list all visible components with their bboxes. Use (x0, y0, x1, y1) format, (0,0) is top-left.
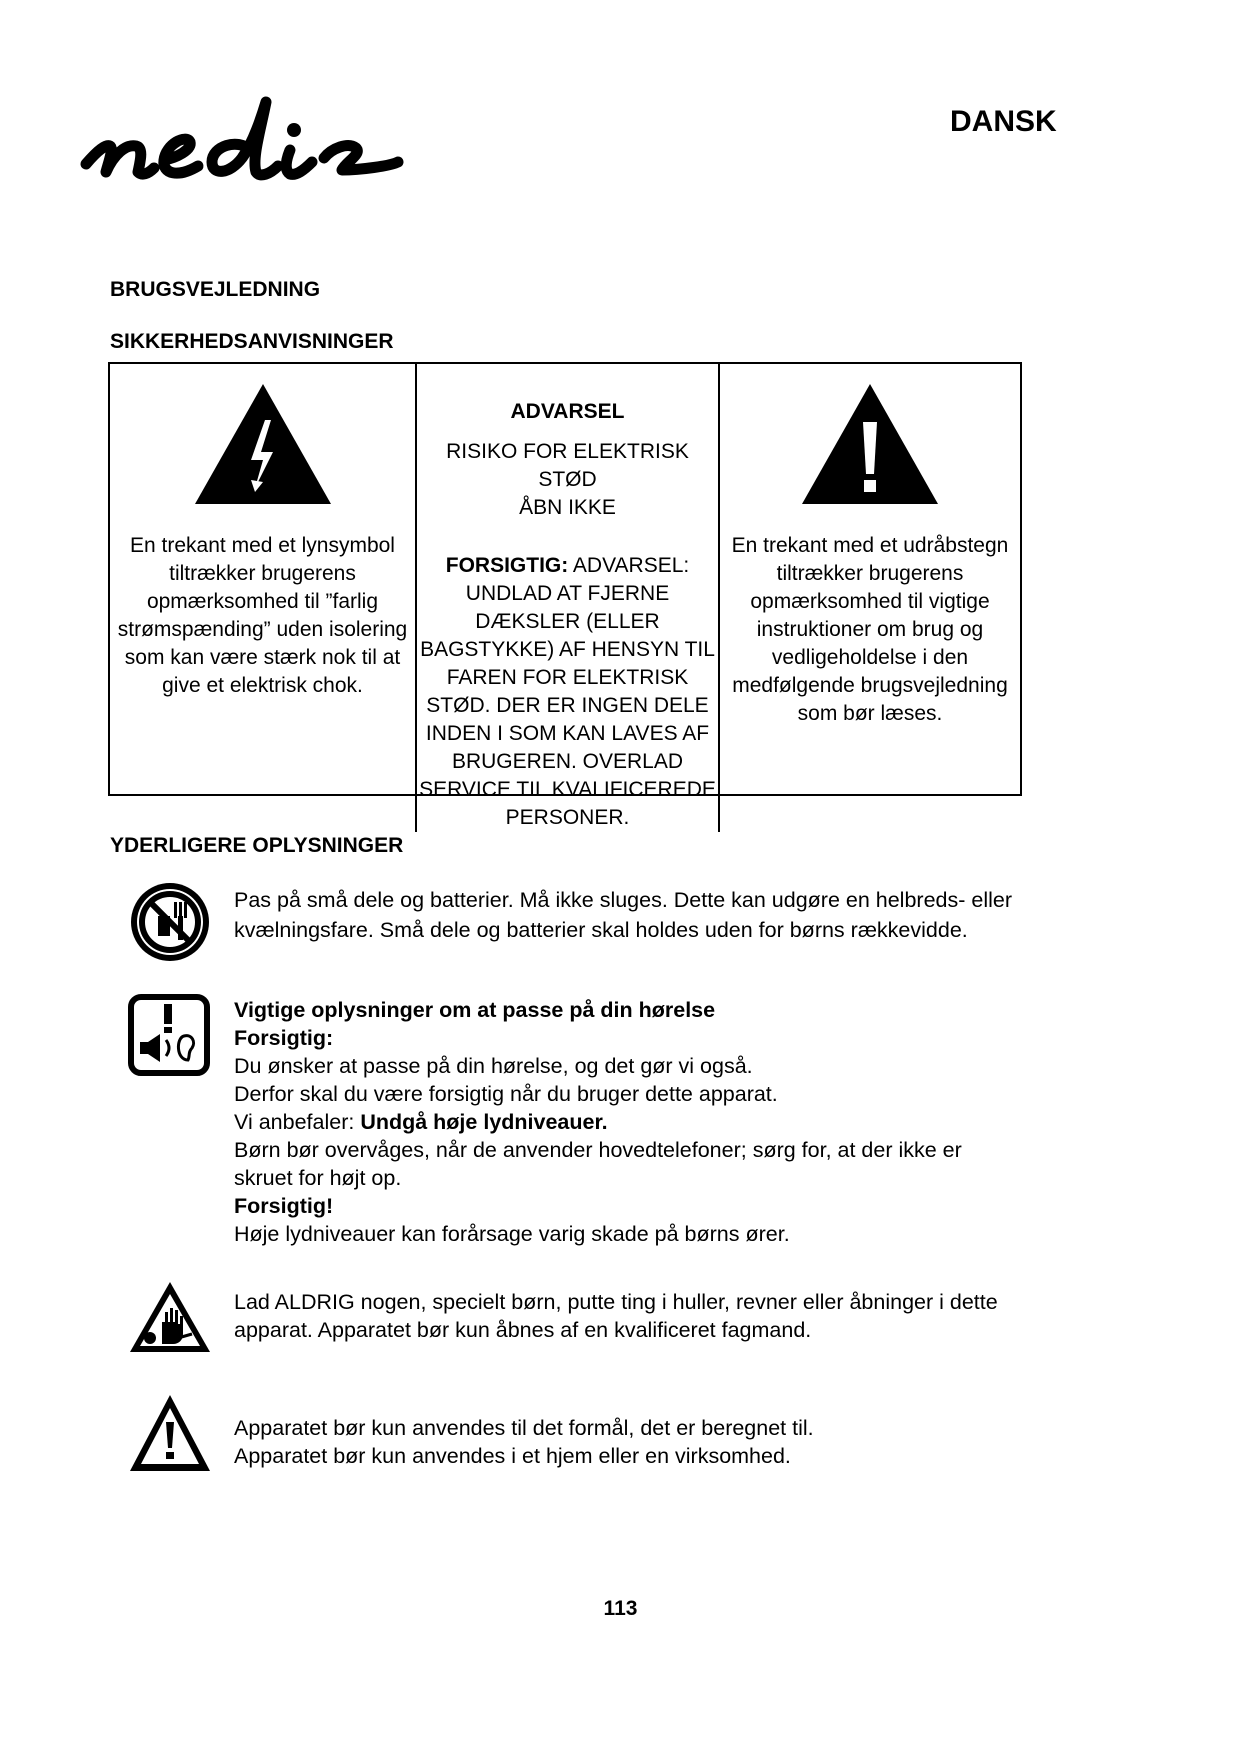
usage-line1: Apparatet bør kun anvendes til det formål, det er beregnet til. (234, 1416, 814, 1440)
small-parts-line1: Pas på små dele og batterier. Må ikke sluges. Dette kan udgøre en helbreds- eller (234, 888, 1012, 912)
openings-line1: Lad ALDRIG nogen, specielt børn, putte ting i huller, revner eller åbninger i dette (234, 1290, 998, 1314)
usage-line2: Apparatet bør kun anvendes i et hjem eller en virksomhed. (234, 1444, 791, 1468)
info-small-parts (120, 880, 1040, 966)
info-openings (120, 1280, 1040, 1360)
hearing-caution1: Forsigtig: (234, 1026, 334, 1050)
hearing-line5: Høje lydniveauer kan forårsage varig skade på børns ører. (234, 1222, 790, 1246)
brand-name: nedis (80, 92, 83, 93)
safety-heading: SIKKERHEDSANVISNINGER (110, 330, 394, 353)
hearing-caution2: Forsigtig! (234, 1194, 334, 1218)
hearing-line4: skruet for højt op. (234, 1166, 402, 1190)
additional-heading: YDERLIGERE OPLYSNINGER (110, 834, 404, 857)
caution-text: ADVARSEL: UNDLAD AT FJERNE DÆKSLER (ELLER BAGSTYKKE) AF HENSYN TIL FAREN FOR ELEKTRISK STØD. DER ER INGEN DELE INDEN I SOM KAN LAVES AF BRUGEREN. OVERLAD SERVICE TIL KVALIFICEREDE PERSONER. (419, 554, 716, 829)
do-not-open-line: ÅBN IKKE (519, 496, 616, 519)
advarsel-title: ADVARSEL (510, 400, 625, 423)
exclamation-triangle-icon (800, 382, 940, 506)
exclamation-description: En trekant med et udråbstegn tiltrækker brugerens opmærksomhed til vigtige instruktioner om brug og vedligeholdelse i den medfølgende brugsvejledning som bør læses. (731, 534, 1009, 725)
lightning-triangle-icon (193, 382, 333, 506)
hearing-title: Vigtige oplysninger om at passe på din hørelse (234, 998, 716, 1022)
lightning-description: En trekant med et lynsymbol tiltrækker brugerens opmærksomhed til ”farlig strømspænding” uden isolering som kan være stærk nok til at give et elektrisk chok. (117, 534, 408, 697)
hearing-warning-icon (128, 994, 210, 1076)
page-number: 113 (603, 1597, 638, 1620)
language-label: DANSK (950, 105, 1057, 138)
hearing-line2: Derfor skal du være forsigtig når du bruger dette apparat. (234, 1082, 778, 1106)
warning-cell-exclamation (718, 364, 1020, 832)
openings-line2: apparat. Apparatet bør kun åbnes af en kvalificeret fagmand. (234, 1318, 812, 1342)
warning-cell-advarsel (415, 364, 718, 832)
small-parts-line2: kvælningsfare. Små dele og batterier skal holdes uden for børns rækkevidde. (234, 918, 968, 942)
caution-block (417, 552, 718, 832)
hearing-line1: Du ønsker at passe på din hørelse, og det gør vi også. (234, 1054, 753, 1078)
info-usage (120, 1392, 1040, 1482)
warning-cell-lightning (110, 364, 415, 832)
caution-triangle-icon (128, 1392, 212, 1474)
risk-line: RISIKO FOR ELEKTRISK STØD (446, 440, 689, 491)
info-hearing (120, 990, 1040, 1250)
recommend-bold: Undgå høje lydniveauer. (360, 1110, 608, 1134)
warning-table (108, 362, 1022, 829)
no-swallow-icon (128, 880, 212, 964)
recommend-prefix: Vi anbefaler: (234, 1110, 361, 1134)
hearing-line3: Børn bør overvåges, når de anvender hovedtelefoner; sørg for, at der ikke er (234, 1138, 962, 1162)
child-hand-triangle-icon (128, 1280, 212, 1354)
hearing-recommend (234, 1108, 608, 1136)
nedis-logo (80, 92, 460, 212)
caution-label: FORSIGTIG: (445, 554, 569, 577)
manual-heading: BRUGSVEJLEDNING (110, 278, 321, 301)
